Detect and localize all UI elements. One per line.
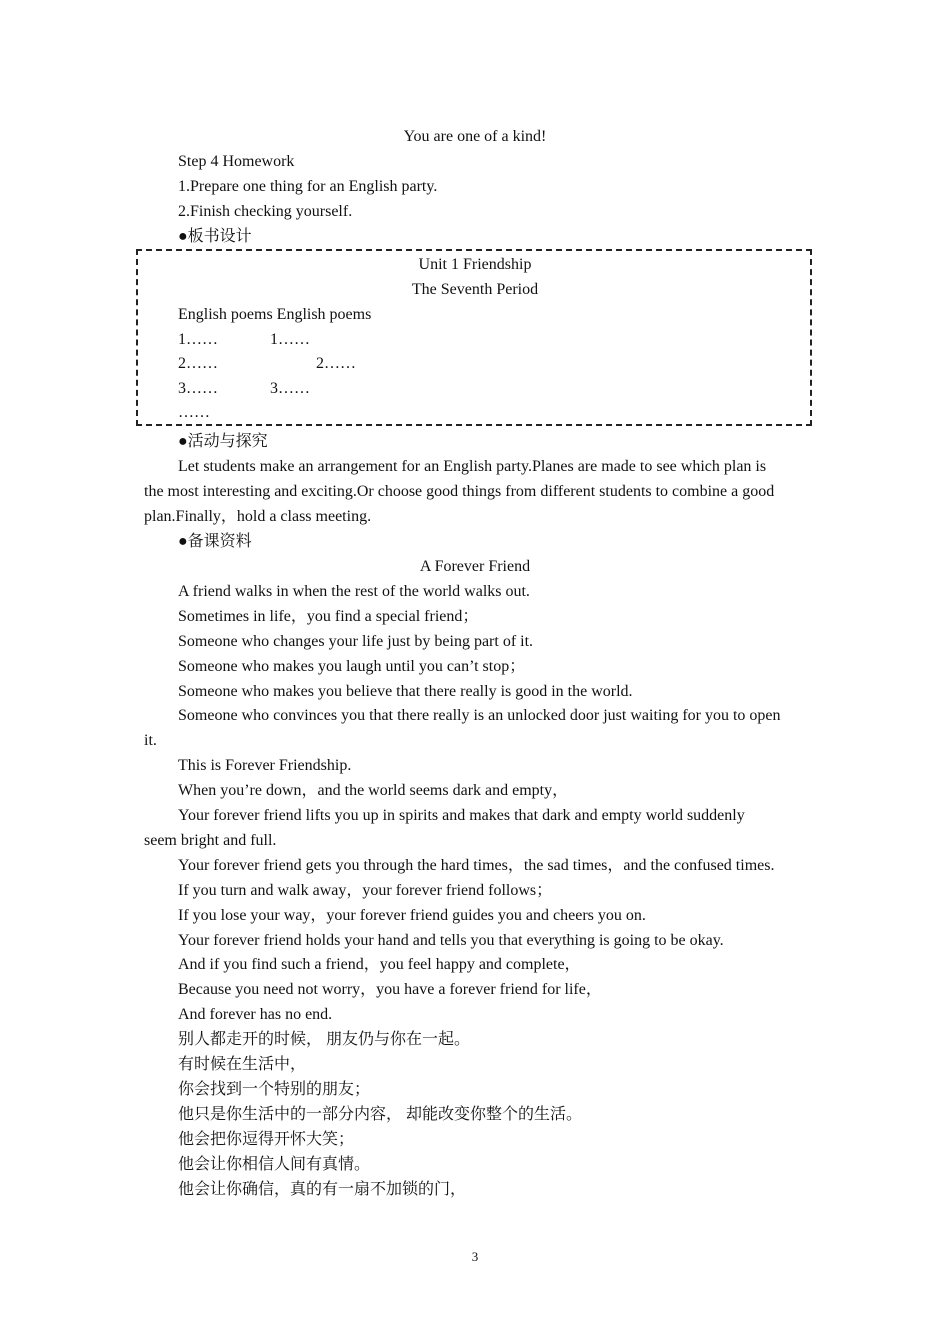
poem-line: it. bbox=[144, 732, 157, 749]
chinese-line: 他会把你逗得开怀大笑； bbox=[178, 1131, 355, 1148]
board-design-box bbox=[136, 249, 812, 426]
poem-line: If you lose your way，your forever friend guides you and cheers you on. bbox=[178, 907, 646, 924]
chinese-line: 他只是你生活中的一部分内容， 却能改变你整个的生活。 bbox=[178, 1106, 583, 1123]
poem-line: If you turn and walk away，your forever friend follows； bbox=[178, 882, 553, 899]
homework-item: 2.Finish checking yourself. bbox=[178, 203, 353, 220]
activity-line: plan.Finally，hold a class meeting. bbox=[144, 508, 372, 525]
poem-line: Someone who makes you laugh until you can’t stop； bbox=[178, 658, 526, 675]
poem-line: Sometimes in life，you find a special friend； bbox=[178, 608, 479, 625]
top-line: You are one of a kind! bbox=[403, 128, 547, 145]
poem-line: And if you find such a friend，you feel happy and complete， bbox=[178, 956, 581, 973]
poem-line: seem bright and full. bbox=[144, 832, 277, 849]
activity-line: Let students make an arrangement for an English party.Planes are made to see which plan is bbox=[178, 458, 767, 475]
poem-line: A friend walks in when the rest of the world walks out. bbox=[178, 583, 530, 600]
poem-line: Your forever friend lifts you up in spirits and makes that dark and empty world suddenly bbox=[178, 807, 745, 824]
board-title: Unit 1 Friendship bbox=[418, 256, 532, 273]
poem-line: Because you need not worry，you have a forever friend for life， bbox=[178, 981, 602, 998]
board-subtitle: The Seventh Period bbox=[411, 281, 539, 298]
homework-item: 1.Prepare one thing for an English party. bbox=[178, 178, 438, 195]
poem-line: And forever has no end. bbox=[178, 1006, 333, 1023]
poem-title: A Forever Friend bbox=[419, 558, 531, 575]
board-header-row: English poems English poems bbox=[178, 306, 372, 323]
board-row-left: 1…… bbox=[178, 331, 218, 348]
page-number: 3 bbox=[471, 1249, 479, 1264]
poem-line: Someone who makes you believe that there really is good in the world. bbox=[178, 683, 633, 700]
chinese-line: 有时候在生活中， bbox=[178, 1056, 307, 1073]
board-row-right: 3…… bbox=[270, 380, 310, 397]
board-row-right: 1…… bbox=[270, 331, 310, 348]
activity-line: the most interesting and exciting.Or choose good things from different students to combine a good bbox=[144, 483, 775, 500]
poem-line: Someone who convinces you that there really is an unlocked door just waiting for you to open bbox=[178, 707, 781, 724]
board-row-left: 2…… bbox=[178, 355, 218, 372]
chinese-line: 他会让你确信，真的有一扇不加锁的门， bbox=[178, 1181, 467, 1198]
poem-line: Someone who changes your life just by being part of it. bbox=[178, 633, 534, 650]
poem-line: Your forever friend holds your hand and tells you that everything is going to be okay. bbox=[178, 932, 724, 949]
poem-line: When you’re down，and the world seems dark and empty， bbox=[178, 782, 569, 799]
chinese-line: 你会找到一个特别的朋友； bbox=[178, 1081, 371, 1098]
poem-line: Your forever friend gets you through the hard times，the sad times，and the confused times. bbox=[178, 857, 775, 874]
activity-heading: ●活动与探究 bbox=[178, 433, 268, 450]
materials-heading: ●备课资料 bbox=[178, 533, 252, 550]
board-ellipsis: …… bbox=[178, 404, 210, 421]
board-row-left: 3…… bbox=[178, 380, 218, 397]
board-row-right: 2…… bbox=[316, 355, 356, 372]
chinese-line: 他会让你相信人间有真情。 bbox=[178, 1156, 371, 1173]
board-design-heading: ●板书设计 bbox=[178, 228, 252, 245]
poem-line: This is Forever Friendship. bbox=[178, 757, 352, 774]
homework-heading: Step 4 Homework bbox=[178, 153, 295, 170]
chinese-line: 别人都走开的时候， 朋友仍与你在一起。 bbox=[178, 1031, 471, 1048]
